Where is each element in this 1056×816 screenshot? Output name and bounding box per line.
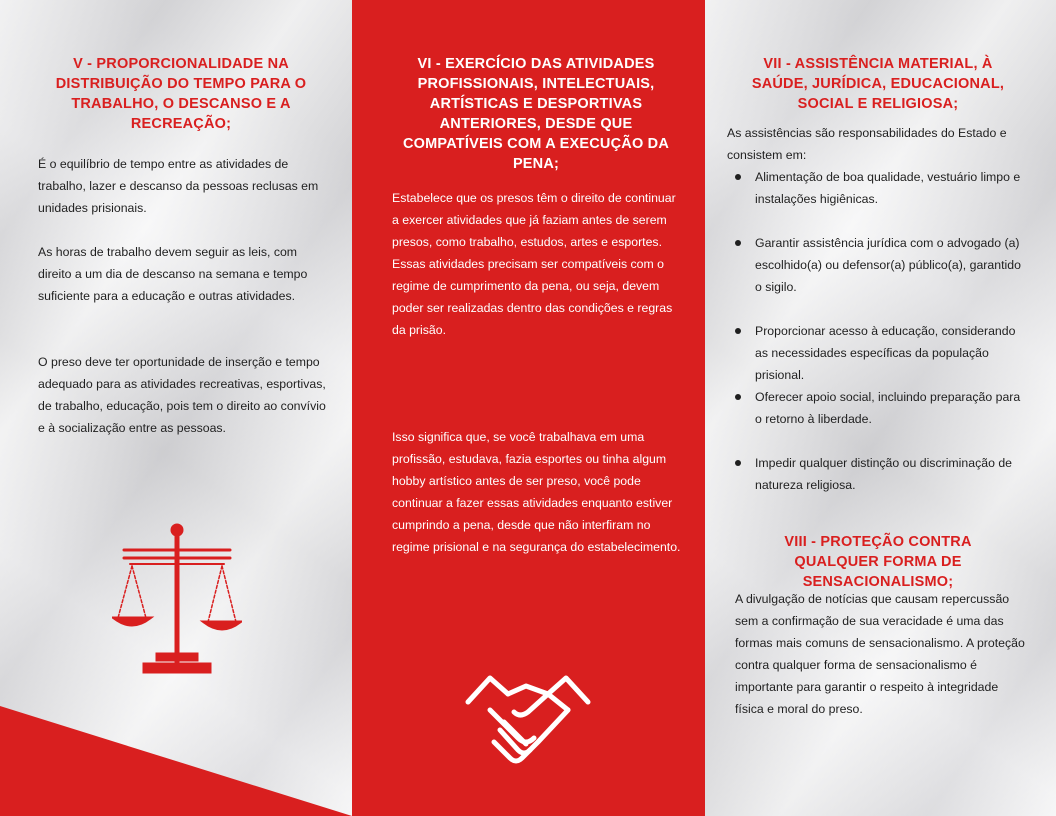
bullet-icon — [735, 174, 741, 180]
middle-panel — [352, 0, 705, 816]
bullet-icon — [735, 460, 741, 466]
scales-of-justice-icon — [112, 522, 242, 678]
bullet-icon — [735, 394, 741, 400]
section-viii-heading: VIII - PROTEÇÃO CONTRA QUALQUER FORMA DE SENSACIONALISMO; — [784, 534, 972, 590]
bullet-icon — [735, 328, 741, 334]
list-item-text: Garantir assistência jurídica com o advogado (a) escolhido(a) ou defensor(a) público(a), garantido o sigilo. — [755, 236, 1021, 294]
list-item-text: Proporcionar acesso à educação, considerando as necessidades específicas da população prisional. — [755, 324, 1016, 382]
section-vi-paragraph-1: Estabelece que os presos têm o direito de continuar a exercer atividades que já faziam antes de serem presos, como trabalho, estudos, artes e esportes. Essas atividades precisam ser compatíveis com o regime de cumprimento da pena, ou seja, devem poder ser realizadas dentro das condições e regras da prisão. — [392, 191, 676, 337]
section-viii-paragraph: A divulgação de notícias que causam repercussão sem a confirmação de sua veracidade é uma das formas mais comuns de sensacionalismo. A proteção contra qualquer forma de sensacionalismo é importante para garantir o respeito à integridade física e moral do preso. — [735, 592, 1025, 716]
list-item — [727, 232, 1027, 298]
section-vi-paragraph-2: Isso significa que, se você trabalhava em uma profissão, estudava, fazia esportes ou tinha algum hobby artístico antes de ser preso, você pode continuar a fazer essas atividades enquanto estiver cumprindo a pena, desde que não interfiram no regime prisional e na segurança do estabelecimento. — [392, 430, 681, 554]
bullet-icon — [735, 240, 741, 246]
list-item-text: Impedir qualquer distinção ou discriminação de natureza religiosa. — [755, 456, 1013, 492]
list-item-text: Alimentação de boa qualidade, vestuário limpo e instalações higiênicas. — [755, 170, 1021, 206]
section-v-paragraph-1: É o equilíbrio de tempo entre as atividades de trabalho, lazer e descanso da pessoas reclusas em unidades prisionais. — [38, 157, 319, 215]
section-vii-intro: As assistências são responsabilidades do Estado e consistem em: — [727, 126, 1007, 162]
list-item — [727, 320, 1027, 386]
section-vi-heading: VI - EXERCÍCIO DAS ATIVIDADES PROFISSIONAIS, INTELECTUAIS, ARTÍSTICAS E DESPORTIVAS ANTERIORES, DESDE QUE COMPATÍVEIS COM A EXECUÇÃO DA PENA; — [402, 56, 669, 172]
list-item — [727, 452, 1027, 496]
right-panel — [705, 0, 1056, 816]
section-v-paragraph-2: As horas de trabalho devem seguir as leis, com direito a um dia de descanso na semana e tempo suficiente para a educação e outras atividades. — [38, 245, 308, 303]
list-item — [727, 166, 1027, 210]
handshake-icon — [464, 672, 592, 768]
section-vii-heading: VII - ASSISTÊNCIA MATERIAL, À SAÚDE, JURÍDICA, EDUCACIONAL, SOCIAL E RELIGIOSA; — [751, 56, 1005, 112]
list-item-text: Oferecer apoio social, incluindo preparação para o retorno à liberdade. — [755, 390, 1021, 426]
section-v-heading: V - PROPORCIONALIDADE NA DISTRIBUIÇÃO DO TEMPO PARA O TRABALHO, O DESCANSO E A RECREAÇÃO; — [55, 56, 307, 132]
red-corner-triangle — [0, 706, 352, 816]
left-panel — [0, 0, 352, 816]
section-v-paragraph-3: O preso deve ter oportunidade de inserção e tempo adequado para as atividades recreativas, esportivas, de trabalho, educação, pois tem o direito ao convívio e à socialização entre as pessoas. — [38, 355, 326, 435]
list-item — [727, 386, 1027, 430]
